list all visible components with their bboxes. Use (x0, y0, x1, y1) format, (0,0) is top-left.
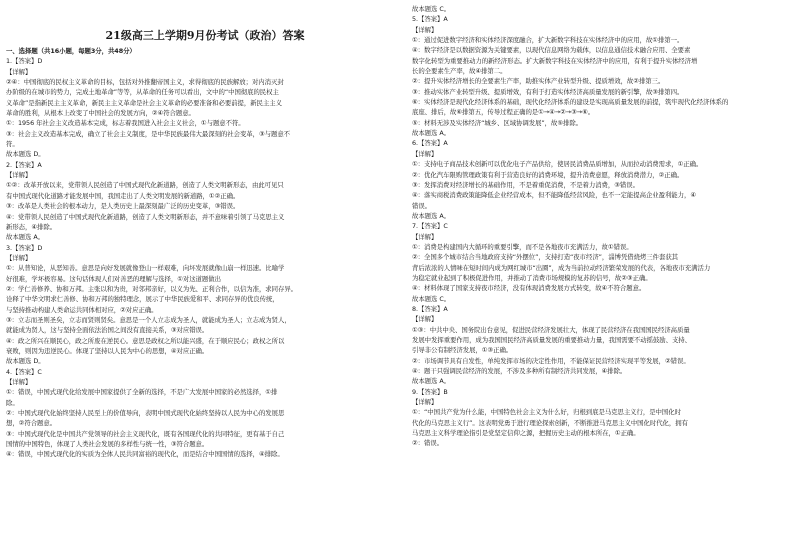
text-line: 为稳定就业起到了积极促进作用，并推动了消费市场规模的复苏的信号，故②③正确。 (412, 273, 652, 282)
text-line: 故本题选 C。 (412, 5, 451, 13)
text-line: 9.【答案】B (412, 387, 448, 396)
text-line: 马克思主义科学理论指引是党坚定信仰之源，把握历史主动的根本所在，①正确。 (412, 429, 640, 438)
text-line: 数字化转型为重要推动力的新经济形态。扩大新数字科技在实体经济中的应用，有利于提升实体经济增 (412, 56, 698, 65)
text-line: ③：中国式现代化是中国共产党领导的社会主义现代化，既有各国现代化的共同特征，更有基于自己 (6, 429, 285, 438)
text-line: ②：优化汽车限购管理政策有利于营造良好的消费环境，提升消费意愿，释放消费潜力，②正确。 (412, 170, 684, 179)
text-line: 故本题选 A。 (412, 377, 451, 386)
left-column (6, 0, 389, 460)
text-line: 发展中发挥重要作用，成为我国国民经济高质量发展的重要推动力量，我国需要不动摇鼓励、支持、 (412, 336, 691, 344)
text-line: 【详解】 (412, 315, 438, 324)
text-line: 故本题选 A。 (412, 211, 451, 220)
text-line: ①：1956 年社会主义改造基本完成，标志着我国进入社会主义社会，①与题意不符。 (6, 119, 245, 128)
text-line: 【详解】 (6, 253, 32, 262)
text-line: 除。 (6, 398, 19, 407)
text-line: ①：消费是构建国内大循环的重要引擎，而不是各地夜市充满活力，故①错误。 (412, 242, 633, 251)
text-line: ④：党带领人民创造了中国式现代化新道路，创造了人类文明新形态，并不意味着引领了马克思主义 (6, 212, 285, 221)
text-line: 长的全要素生产率，故④排第二。 (412, 67, 507, 76)
text-line: 【详解】 (412, 149, 438, 158)
text-line: ③：推动实体产业转型升级、提质增效，有利于打造实体经济高质量发展的新引擎，故③排第四。 (412, 87, 684, 96)
text-line: 6.【答案】A (412, 139, 448, 148)
text-line: 与坚持推动构建人类命运共同体相对应，②对应正确。 (6, 305, 158, 314)
text-line: 符。 (6, 140, 19, 149)
text-line: 衰败，则因为违逆民心。体现了坚持以人民为中心的思想，④对应正确。 (6, 346, 209, 355)
text-line: ②：学仁善修养、协和万邦。主张以和为贵，对邻邦亲好，以义为先、正利合作，以信为准，求同存异。 (6, 284, 298, 293)
text-line: ②：提升实体经济增长的全要素生产率，助推实体产业转型升级、提质增效，故②排第三。 (412, 77, 665, 86)
text-line: 背后浓浓的人情味在短时间内成为网红城市“出圈”，成为当前拉动经济繁荣发展的代表，各地夜市充满活力 (412, 263, 711, 272)
text-line: 有中国式现代化道路才能发展中国，我国走出了人类文明发展的新道路，①②正确。 (6, 191, 240, 200)
text-line: 故本题选 A。 (412, 129, 451, 138)
text-line: ①：错误，中国式现代化给发展中国家提供了全新的选择，不是广大发展中国家的必然选择，①排 (6, 388, 278, 397)
text-line: 8.【答案】A (412, 304, 448, 313)
text-line: ①：“中国共产党为什么能，中国特色社会主义为什么好，归根到底是马克思主义行，是中国化时 (412, 408, 681, 417)
text-line: ②：错误。 (412, 439, 444, 448)
text-line: 【详解】 (412, 398, 438, 407)
text-line: ④：数字经济是以数据资源为关键要素，以现代信息网络为载体，以信息通信技术融合应用、全要素 (412, 46, 691, 55)
text-line: 新形态，④排除。 (6, 222, 57, 231)
text-line: ④：错误，中国式现代化的实质为全体人民共同富裕的现代化，而是结合中国国情的选择，④排除。 (6, 450, 284, 459)
text-line: 想，②符合题意。 (6, 419, 57, 428)
text-line: 诠释了中华文明求仁善修、协和万邦的独特理念，展示了中华民族爱和平、求同存异的优良传统， (6, 295, 279, 304)
text-line: 7.【答案】C (412, 222, 448, 231)
text-line: ①：通过促进数字经济和实体经济深度融合，扩大新数字科技在实体经济中的应用，故①排第一。 (412, 36, 684, 45)
text-line: 义革命”是指新民主主义革命，新民主主义革命是社会主义革命的必要准备和必要前提，新民主主义 (6, 98, 282, 107)
text-line: 故本题选 D。 (6, 357, 45, 366)
text-line: ③：发挥消费对经济增长的基础作用，不是着重促消费，不是着力消费，③错误。 (412, 180, 639, 189)
text-line: 1.【答案】D (6, 57, 43, 66)
text-line: ③：立志而圣则圣矣，立志而贤则贤矣。意思是一个人立志成为圣人，就能成为圣人；立志成为贤人， (6, 315, 291, 324)
text-line: 【详解】 (412, 232, 438, 241)
text-line: 3.【答案】D (6, 243, 43, 252)
text-line: 引导非公有制经济发展，①③正确。 (412, 346, 513, 355)
document-title: 21级高三上学期9月份考试（政治）答案 (105, 29, 305, 42)
text-line: ④：题干只强调民营经济的发展，不涉及多种所有制经济共同发展，④排除。 (412, 367, 627, 376)
text-line: 底座、排后，故⑥排第五，传导过程正确的是①→④→②→③→⑥。 (412, 108, 595, 117)
text-line: ④：落实商税消费政策能降低企业经营成本，但不能降低经营风险，也不一定能提高企业盈利能力，④ (412, 191, 697, 200)
text-line: 错误。 (412, 201, 432, 210)
text-line: ②：全国多个城市结合当地政府支持“外摆位”，支持打造“夜市经济”，淄博凭借烧烤三件套获其 (412, 253, 679, 262)
text-line: 办阶级的在城市的势力，完成土地革命”等等，从革命的任务可以看出，文中的“中国彻底的民权主 (6, 88, 279, 97)
text-line: 4.【答案】C (6, 367, 42, 376)
text-line: 【详解】 (6, 67, 32, 76)
text-line: 代化的马克思主义行”。这表明党勇于进行理论探索创新，不断推进马克思主义中国化时代化，拥有 (412, 418, 688, 427)
text-line: ④：材料体现了国家支持夜市经济，没有体现消费发展方式转变，故④不符合题意。 (412, 284, 646, 293)
text-line: ⑥：实体经济是现代化经济体系的基础，现代化经济体系的建设是实现高质量发展的前提，筑牢现代化经济体系的 (412, 98, 729, 107)
right-column (412, 0, 794, 449)
text-line: ①③：中共中央、国务院出台意见，促进民营经济发展壮大，体现了民营经济在我国国民经济高质量 (412, 325, 690, 334)
text-line: 革命的胜利，从根本上改变了中国社会的发展方向，②④符合题意。 (6, 109, 195, 118)
text-line: 5.【答案】A (412, 15, 448, 24)
text-line: 【详解】 (412, 25, 438, 34)
text-line: ④：政之所兴在顺民心，政之所废在逆民心。意思是政权之所以能兴盛，在于顺应民心；政权之所以 (6, 336, 285, 345)
text-line: ①：从普知论，从恶知善。意思是向好发展就像登山一样艰难，向坏发展就像山崩一样迅速。比喻学 (6, 264, 285, 273)
text-line: ②：中国式现代化始终坚持人民至上的价值导向，表明中国式现代化始终坚持以人民为中心的发展思 (6, 409, 285, 418)
text-line: 一、选择题（共16小题，每题3分，共48分） (6, 47, 136, 55)
text-line: 【详解】 (6, 378, 32, 386)
text-line: ⑤：材料无涉及实体经济“城乡、区域协调发展”，故⑤排除。 (412, 118, 583, 127)
text-line: ①：支持电子商品技术创新可以优化电子产品供给，使居民消费品质增加，从而拉动消费需求，①正确。 (412, 160, 703, 169)
text-line: 故本题选 A。 (6, 233, 45, 242)
text-line: 故本题选 C。 (412, 294, 451, 303)
text-line: ①②：改革开放以来，党带领人民创造了中国式现代化新道路，创造了人类文明新形态，由此可见只 (6, 181, 284, 190)
text-line: 故本题选 D。 (6, 150, 45, 159)
text-line: ③：改革是人类社会的根本动力，是人类历史上最深刻最广泛的历史变革，③错误。 (6, 202, 240, 211)
text-line: 2.【答案】A (6, 160, 42, 169)
text-line: ②④：中国彻底的民权主义革命的目标，包括对外推翻帝国主义，求得彻底的民族解放；对内消灭封 (6, 78, 284, 87)
text-line: 国情的中国特色，体现了人类社会发展的多样性与统一性，③符合题意。 (6, 440, 209, 449)
text-line: 【详解】 (6, 171, 32, 180)
text-line: 好很难，学坏极容易。这句话体现人们对善恶的理解与选择，①对这道题做出 (6, 274, 221, 283)
text-line: ②：市场调节具有自发性，单纯发挥市场的决定性作用，不能保证民营经济实现平等发展，②错误。 (412, 356, 690, 365)
text-line: ③：社会主义改造基本完成，确立了社会主义制度，是中华民族最伟大最深刻的社会变革，③与题意不 (6, 129, 291, 138)
text-line: 就能成为贤人，这与坚持全面依法治国之间没有直接关系，③对应错误。 (6, 326, 209, 335)
